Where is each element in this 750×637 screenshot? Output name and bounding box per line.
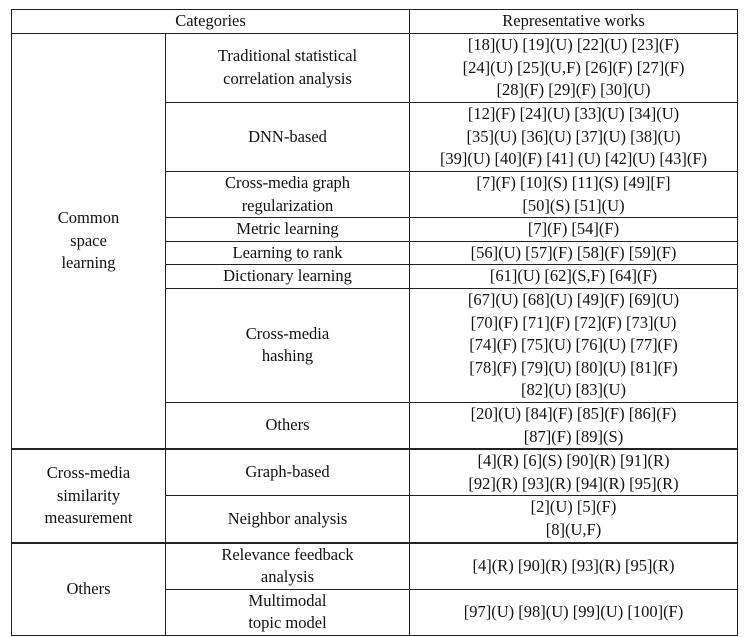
works-line: [67](U) [68](U) [49](F) [69](U) <box>467 289 680 309</box>
method-cell: Learning to rank <box>166 241 410 265</box>
method-line: analysis <box>260 567 315 587</box>
works-cell: [56](U) [57](F) [58](F) [59](F) <box>410 241 738 265</box>
group-name-line: measurement <box>44 508 133 528</box>
table-row <box>12 449 738 496</box>
method-cell <box>166 288 410 402</box>
table-row <box>12 34 738 103</box>
group-others <box>12 543 166 636</box>
method-cell: Metric learning <box>166 218 410 242</box>
works-line: [28](F) [29](F) [30](U) <box>496 80 651 100</box>
works-cell <box>410 449 738 496</box>
method-line: hashing <box>261 346 314 366</box>
method-cell <box>166 402 410 449</box>
works-line: [7](F) [10](S) [11](S) [49][F] <box>476 173 671 192</box>
works-cell <box>410 172 738 218</box>
method-cell: Dictionary learning <box>166 265 410 289</box>
works-line: [4](R) [90](R) [93](R) [95](R) <box>472 555 675 575</box>
method-cell <box>166 449 410 496</box>
method-line: Neighbor analysis <box>227 508 348 528</box>
works-line: [39](U) [40](F) [41] (U) [42](U) [43](F) <box>439 149 708 169</box>
method-line: Traditional statistical <box>217 46 358 66</box>
works-line: [74](F) [75](U) [76](U) [77](F) <box>469 335 678 355</box>
group-name-line: space <box>70 230 107 250</box>
works-line: [92](R) [93](R) [94](R) [95](R) <box>468 473 679 493</box>
works-cell <box>410 34 738 103</box>
works-line: [35](U) [36](U) [37](U) [38](U) <box>466 126 681 146</box>
group-name-line: Common <box>57 208 120 228</box>
method-cell <box>166 103 410 172</box>
method-line: topic model <box>248 613 327 633</box>
header-representative-works: Representative works <box>410 10 738 34</box>
method-cell <box>166 589 410 635</box>
categories-table <box>11 9 738 636</box>
works-line: [24](U) [25](U,F) [26](F) [27](F) <box>462 57 685 77</box>
works-cell: [61](U) [62](S,F) [64](F) <box>410 265 738 289</box>
works-cell <box>410 402 738 449</box>
group-name-line: learning <box>61 253 116 273</box>
method-line: Cross-media graph <box>224 173 351 192</box>
works-line: [18](U) [19](U) [22](U) [23](F) <box>467 35 680 55</box>
works-line: [12](F) [24](U) [33](U) [34](U) <box>467 104 680 124</box>
header-categories: Categories <box>12 10 410 34</box>
method-cell <box>166 543 410 590</box>
method-line: Relevance feedback <box>221 544 354 564</box>
method-line: Cross-media <box>245 323 330 343</box>
method-cell <box>166 496 410 543</box>
works-line: [82](U) [83](U) <box>521 380 626 400</box>
works-line: [70](F) [71](F) [72](F) [73](U) <box>470 312 677 332</box>
group-name-line: Cross-media <box>46 462 131 482</box>
works-line: [4](R) [6](S) [90](R) [91](R) <box>477 451 670 471</box>
group-name-line: similarity <box>56 485 121 505</box>
works-cell <box>410 589 738 635</box>
method-line: correlation analysis <box>223 69 352 88</box>
header-row <box>12 10 738 34</box>
group-common-space-learning <box>12 34 166 450</box>
table-row <box>12 543 738 590</box>
method-cell <box>166 34 410 103</box>
group-cross-media-similarity-measurement <box>12 449 166 542</box>
works-line: [2](U) [5](F) <box>530 497 617 517</box>
works-line: [20](U) [84](F) [85](F) [86](F) <box>470 403 677 423</box>
works-cell <box>410 543 738 590</box>
works-line: [97](U) [98](U) [99](U) [100](F) <box>463 602 684 622</box>
method-line: DNN-based <box>248 126 327 146</box>
method-line: Others <box>265 415 310 435</box>
works-line: [78](F) [79](U) [80](U) [81](F) <box>469 357 678 377</box>
method-cell <box>166 172 410 218</box>
method-line: Graph-based <box>245 462 330 482</box>
works-line: [87](F) [89](S) <box>523 426 624 446</box>
works-cell: [7](F) [54](F) <box>410 218 738 242</box>
works-line: [50](S) [51](U) <box>522 195 625 215</box>
method-line: regularization <box>241 195 334 215</box>
works-cell <box>410 496 738 543</box>
group-name-line: Others <box>66 578 111 598</box>
method-line: Multimodal <box>248 590 327 610</box>
works-line: [8](U,F) <box>545 519 602 539</box>
works-cell <box>410 103 738 172</box>
works-cell <box>410 288 738 402</box>
